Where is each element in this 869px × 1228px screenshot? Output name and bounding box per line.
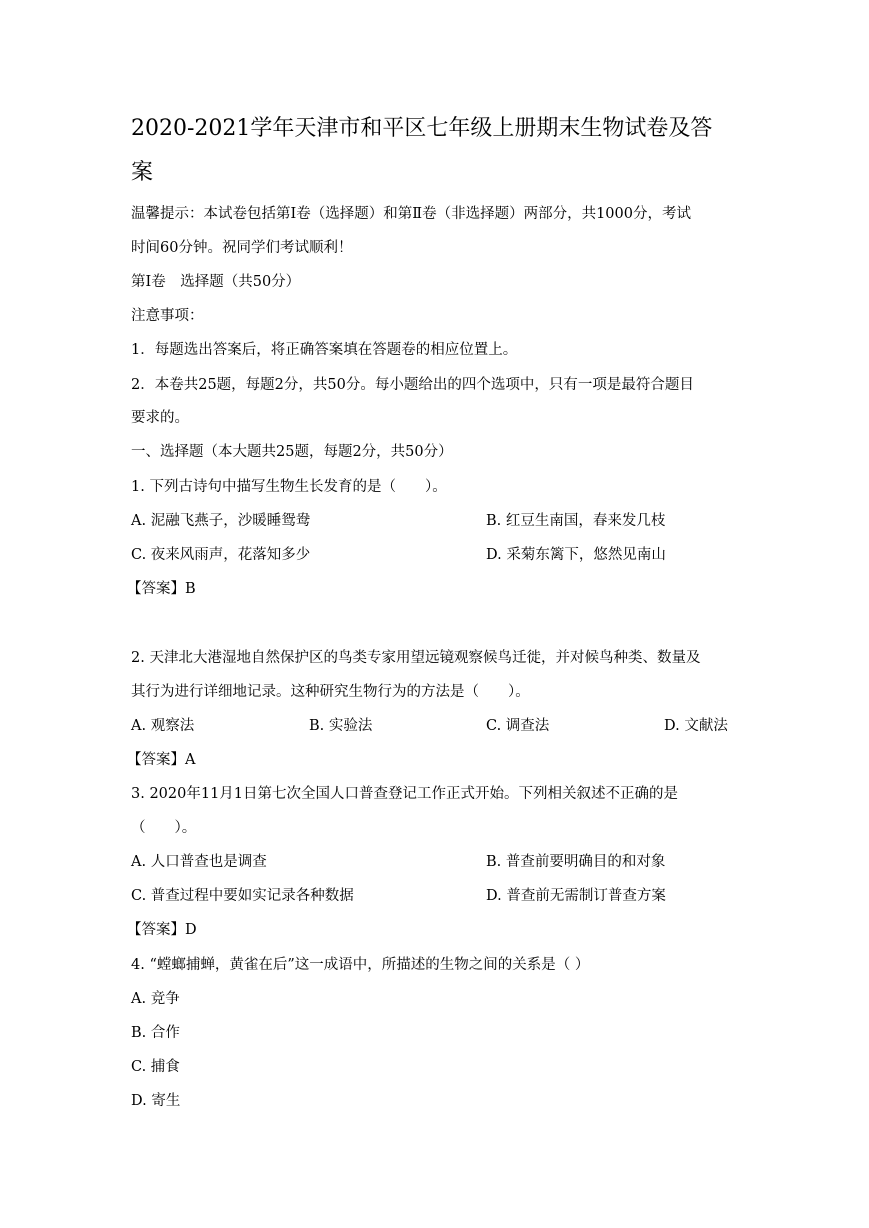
note-2-line-2: 要求的。: [131, 410, 189, 426]
question-2-option-c: C. 调查法: [486, 718, 550, 734]
question-4-stem: 4. “螳螂捕蝉，黄雀在后”这一成语中，所描述的生物之间的关系是（ ）: [131, 957, 590, 973]
question-3-option-c: C. 普查过程中要如实记录各种数据: [131, 888, 354, 904]
question-3-stem-line-1: 3. 2020年11月1日第七次全国人口普查登记工作正式开始。下列相关叙述不正确的是: [131, 786, 679, 802]
question-2-option-a: A. 观察法: [131, 718, 195, 734]
part-title: 一、选择题（本大题共25题，每题2分，共50分）: [131, 444, 453, 460]
question-1-option-c: C. 夜来风雨声，花落知多少: [131, 547, 311, 563]
question-1-option-a: A. 泥融飞燕子，沙暖睡鸳鸯: [131, 513, 311, 529]
question-3-option-b: B. 普查前要明确目的和对象: [486, 854, 666, 870]
question-4-option-d: D. 寄生: [131, 1093, 181, 1109]
question-4-option-c: C. 捕食: [131, 1059, 180, 1075]
question-3-answer: 【答案】D: [127, 922, 197, 938]
question-2-answer: 【答案】A: [127, 752, 196, 768]
question-1-option-b: B. 红豆生南国，春来发几枝: [486, 513, 666, 529]
question-1-option-d: D. 采菊东篱下，悠然见南山: [486, 547, 666, 563]
question-4-option-b: B. 合作: [131, 1025, 180, 1041]
document-title-line-2: 案: [131, 160, 154, 185]
question-2-stem-line-1: 2. 天津北大港湿地自然保护区的鸟类专家用望远镜观察候鸟迁徙，并对候鸟种类、数量及: [131, 650, 701, 666]
notes-title: 注意事项：: [131, 308, 204, 324]
question-1-answer: 【答案】B: [127, 581, 196, 597]
question-3-option-d: D. 普查前无需制订普查方案: [486, 888, 666, 904]
question-2-option-d: D. 文献法: [664, 718, 728, 734]
question-1-stem: 1. 下列古诗句中描写生物生长发育的是（ ）。: [131, 479, 447, 495]
question-2-stem-line-2: 其行为进行详细地记录。这种研究生物行为的方法是（ ）。: [131, 684, 530, 700]
question-4-option-a: A. 竞争: [131, 991, 180, 1007]
question-3-stem-line-2: （ ）。: [131, 820, 197, 836]
notice-line-2: 时间60分钟。祝同学们考试顺利！: [131, 240, 353, 256]
note-1: 1．每题选出答案后，将正确答案填在答题卷的相应位置上。: [131, 342, 518, 358]
document-title-line-1: 2020-2021学年天津市和平区七年级上册期末生物试卷及答: [131, 116, 713, 141]
section-header: 第Ⅰ卷 选择题（共50分）: [131, 274, 301, 290]
question-2-option-b: B. 实验法: [309, 718, 373, 734]
question-3-option-a: A. 人口普查也是调查: [131, 854, 267, 870]
notice-line-1: 温馨提示：本试卷包括第Ⅰ卷（选择题）和第Ⅱ卷（非选择题）两部分，共1000分，考试: [131, 206, 691, 222]
note-2-line-1: 2．本卷共25题，每题2分，共50分。每小题给出的四个选项中，只有一项是最符合题目: [131, 377, 694, 393]
